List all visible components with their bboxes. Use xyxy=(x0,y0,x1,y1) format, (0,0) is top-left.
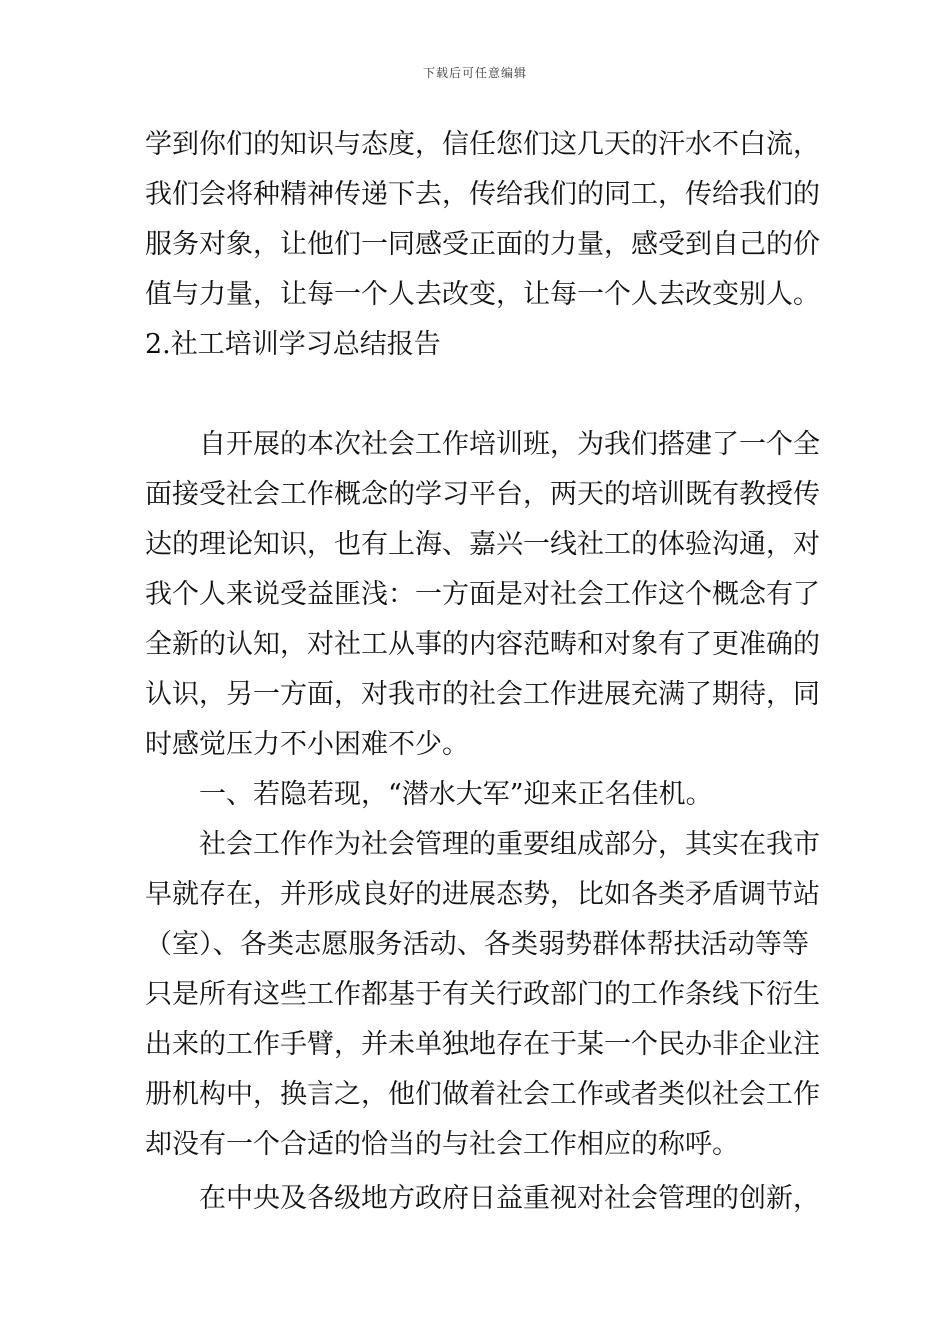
paragraph-line: 在中央及各级地方政府日益重视对社会管理的创新， xyxy=(199,1183,820,1214)
document-body xyxy=(145,120,820,1224)
paragraph-line: （室）、各类志愿服务活动、各类弱势群体帮扶活动等等 xyxy=(145,929,809,960)
paragraph-line: 早就存在，并形成良好的进展态势，比如各类矛盾调节站 xyxy=(145,879,820,910)
paragraph-line: 却没有一个合适的恰当的与社会工作相应的称呼。 xyxy=(145,1129,739,1160)
paragraph-line: 达的理论知识，也有上海、嘉兴一线社工的体验沟通，对 xyxy=(145,529,820,560)
paragraph-line: 自开展的本次社会工作培训班，为我们搭建了一个全 xyxy=(199,429,820,460)
paragraph-line: 只是所有这些工作都基于有关行政部门的工作条线下衍生 xyxy=(145,979,820,1010)
paragraph-line: 服务对象，让他们一同感受正面的力量，感受到自己的价 xyxy=(145,229,820,260)
page-header: 下载后可任意编辑 xyxy=(422,66,527,80)
paragraph-line: 我们会将种精神传递下去，传给我们的同工，传给我们的 xyxy=(145,179,820,210)
paragraph-line: 值与力量，让每一个人去改变，让每一个人去改变别人。 xyxy=(145,279,820,310)
paragraph-line: 出来的工作手臂，并未单独地存在于某一个民办非企业注 xyxy=(145,1029,820,1060)
section-title: 2.社工培训学习总结报告 xyxy=(145,329,441,360)
paragraph-line: 时感觉压力不小困难不少。 xyxy=(145,729,469,760)
paragraph-line: 社会工作作为社会管理的重要组成部分，其实在我市 xyxy=(199,829,820,860)
paragraph-line: 面接受社会工作概念的学习平台，两天的培训既有教授传 xyxy=(145,479,820,510)
paragraph-line: 学到你们的知识与态度，信任您们这几天的汗水不白流， xyxy=(145,129,820,160)
paragraph-line: 认识，另一方面，对我市的社会工作进展充满了期待，同 xyxy=(145,679,820,710)
paragraph-line: 册机构中，换言之，他们做着社会工作或者类似社会工作 xyxy=(145,1079,820,1110)
subheading: 一、若隐若现，“潜水大军”迎来正名佳机。 xyxy=(199,779,713,810)
blank-line xyxy=(145,370,809,420)
paragraph-line: 我个人来说受益匪浅：一方面是对社会工作这个概念有了 xyxy=(145,579,820,610)
paragraph-line: 全新的认知，对社工从事的内容范畴和对象有了更准确的 xyxy=(145,629,820,660)
